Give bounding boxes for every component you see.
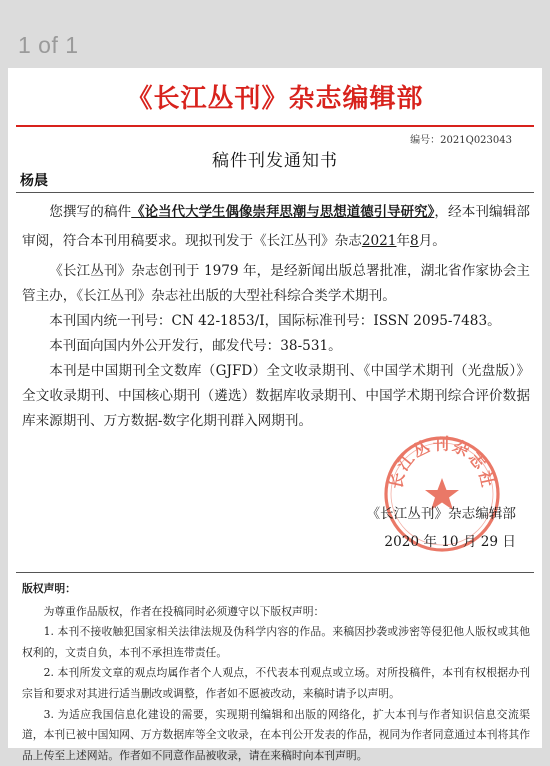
copyright-item: 1. 本刊不接收触犯国家相关法律法规及伪科学内容的作品。来稿因抄袭或涉密等侵犯他人版权或其他权利的，文责自负，本刊不承担连带责任。	[22, 625, 530, 659]
issn-paragraph: 本刊国内统一刊号：CN 42-1853/I，国际标准刊号：ISSN 2095-7483。	[49, 313, 501, 329]
acceptance-detail: ，经本刊编辑部审阅，符合本刊用稿要求。现拟刊发于《长江丛刊》杂志	[22, 204, 530, 249]
masthead: 《长江丛刊》杂志编辑部	[126, 84, 424, 114]
month-unit: 月。	[418, 233, 446, 249]
body-divider	[16, 192, 534, 193]
document-title: 稿件刊发通知书	[212, 151, 338, 171]
masthead-divider	[16, 125, 534, 127]
copyright-heading: 版权声明：	[22, 582, 76, 595]
journal-history-paragraph: 《长江丛刊》杂志创刊于 1979 年，是经新闻出版总署批准，湖北省作家协会主管主办，《长江丛刊》杂志社出版的大型社科综合类学术期刊。	[22, 263, 530, 304]
copyright-item: 3. 为适应我国信息化建设的需要，实现期刊编辑和出版的网络化，扩大本刊与作者知识信息交流渠道，本刊已被中国知网、万方数据库等全文收录，在本刊公开发表的作品，视同为作者同意通过本刊将其作品上传至上述网站。作者如不同意作品被收录，请在来稿时向本刊声明。	[22, 707, 530, 762]
publish-month: 8	[410, 233, 419, 249]
signing-date: 2020 年 10 月 29 日	[384, 534, 516, 550]
copyright-divider	[16, 572, 534, 573]
publish-year: 2021	[361, 233, 397, 249]
copyright-intro: 为尊重作品版权，作者在投稿同时必须遵守以下版权声明：	[43, 604, 325, 618]
paper-title: 《论当代大学生偶像崇拜思潮与思想道德引导研究》	[131, 205, 435, 220]
copyright-section	[22, 579, 530, 766]
serial-number: 编号：2021Q023043	[410, 135, 512, 146]
signing-organization: 《长江丛刊》杂志编辑部	[366, 506, 516, 522]
year-unit: 年	[396, 233, 411, 249]
copyright-item: 2. 本刊所发文章的观点均属作者个人观点，不代表本刊观点或立场。对所投稿件，本刊有权根据办刊宗旨和要求对其进行适当删改或调整，作者如不愿被改动，来稿时请予以声明。	[22, 666, 530, 700]
page-counter: 1 of 1	[18, 32, 79, 58]
acceptance-paragraph	[22, 198, 530, 256]
svg-text:长江丛刊杂志社: 长江丛刊杂志社	[386, 434, 498, 491]
acceptance-lead: 您撰写的稿件	[49, 204, 132, 220]
document-sheet	[8, 68, 542, 762]
notice-body	[22, 198, 530, 434]
recipient-name: 杨晨	[20, 173, 48, 189]
indexing-paragraph: 本刊是中国期刊全文数库（GJFD）全文收录期刊、《中国学术期刊（光盘版）》全文收录期刊、中国核心期刊（遴选）数据库收录期刊、中国学术期刊综合评价数据库来源期刊、万方数据-数字化期刊群入网期刊。	[22, 363, 530, 429]
distribution-paragraph: 本刊面向国内外公开发行，邮发代号：38-531。	[49, 338, 342, 354]
